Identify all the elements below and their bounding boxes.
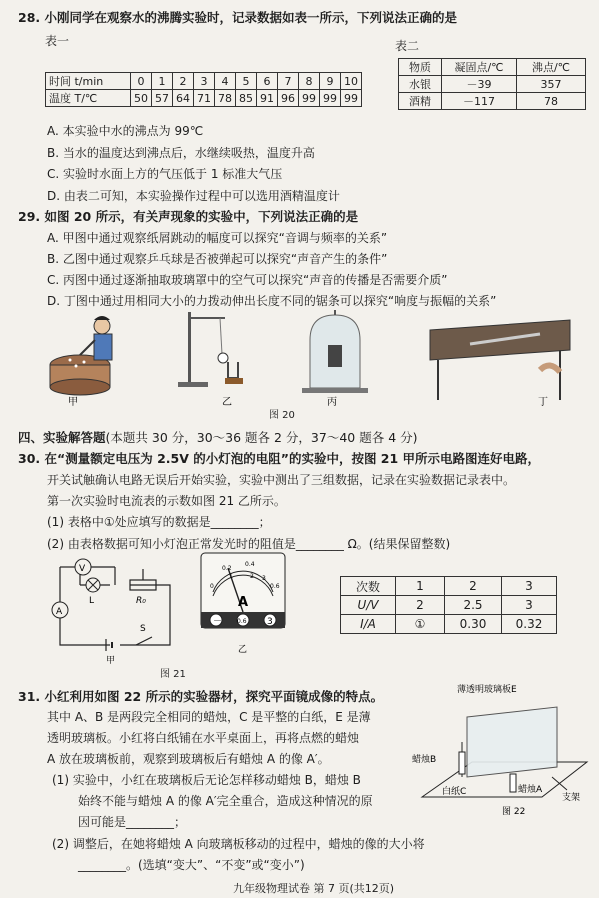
table-cell: 5 — [236, 73, 257, 90]
section-note: (本题共 30 分，30～36 题各 2 分，37～40 题各 4 分) — [105, 430, 418, 445]
table-cell: I/A — [341, 615, 396, 634]
label-yi: 乙 — [222, 397, 232, 408]
table-cell: 64 — [173, 90, 194, 107]
scale-tick-label: 1 — [229, 573, 233, 580]
table-row — [341, 596, 557, 615]
table-row — [341, 615, 557, 634]
table-cell: 99 — [341, 90, 362, 107]
scale-tick-label: 0.4 — [245, 561, 255, 568]
glass-label: 薄透明玻璃板E — [457, 685, 517, 695]
page-footer: 九年级物理试卷 第 7 页(共12页) — [233, 882, 395, 895]
q29-option-b: B. 乙图中通过观察乒乓球是否被弹起可以探究“声音产生的条件” — [47, 252, 388, 266]
figure-20-caption: 图 20 — [269, 410, 295, 421]
table-cell: 3 — [194, 73, 215, 90]
candle-b-label: 蜡烛B — [412, 755, 437, 765]
table-cell: 6 — [257, 73, 278, 90]
q29-option-a: A. 甲图中通过观察纸屑跳动的幅度可以探究“音调与频率的关系” — [47, 231, 388, 245]
table-cell: 91 — [257, 90, 278, 107]
table-cell: 1 — [396, 577, 445, 596]
table-cell: 2.5 — [445, 596, 502, 615]
rheostat-label: R₀ — [136, 596, 146, 606]
table-cell: U/V — [341, 596, 396, 615]
section-4-title — [18, 428, 418, 446]
q28-option-c: C. 实验时水面上方的气压低于 1 标准大气压 — [47, 167, 283, 181]
stand-label: 支架 — [562, 793, 581, 803]
table-cell: 凝固点/℃ — [442, 59, 517, 76]
q30-data-table — [340, 576, 557, 634]
q29-stem: 29. 如图 20 所示，有关声现象的实验中，下列说法正确的是 — [18, 209, 359, 224]
bell-jar-figure — [302, 310, 368, 393]
table-cell: 8 — [299, 73, 320, 90]
table-cell: 次数 — [341, 577, 396, 596]
ammeter-figure — [198, 550, 288, 665]
table2-header — [399, 59, 586, 76]
terminal-3: 3 — [267, 617, 273, 627]
figure-22-caption: 图 22 — [502, 807, 526, 817]
table-cell: 2 — [396, 596, 445, 615]
scale-tick-label: 0.2 — [222, 565, 232, 572]
q31-sub1-line2: 始终不能与蜡烛 A 的像 A′完全重合，造成这种情况的原 — [78, 794, 373, 808]
table-cell: 78 — [517, 93, 586, 110]
q28-option-b: B. 当水的温度达到沸点后，水继续吸热，温度升高 — [47, 146, 315, 160]
table-cell: 1 — [152, 73, 173, 90]
q28-option-a: A. 本实验中水的沸点为 99℃ — [47, 124, 204, 138]
table-cell: 99 — [299, 90, 320, 107]
table1-row-temp — [46, 90, 362, 107]
table-cell: 时间 t/min — [46, 73, 131, 90]
table-cell: 4 — [215, 73, 236, 90]
terminal-0-6: 0.6 — [237, 618, 247, 625]
table-cell: 9 — [320, 73, 341, 90]
ammeter-unit: A — [238, 595, 249, 610]
figure-20 — [40, 310, 580, 410]
q31-line1: 31. 小红利用如图 22 所示的实验器材，探究平面镜成像的特点。 — [18, 689, 384, 704]
table2-title: 表二 — [395, 39, 420, 53]
label-yi-21: 乙 — [238, 645, 248, 655]
label-jia: 甲 — [68, 397, 78, 408]
table-cell: －39 — [442, 76, 517, 93]
voltmeter-symbol: V — [79, 564, 86, 574]
table-cell: 78 — [215, 90, 236, 107]
q31-line4: A 放在玻璃板前，观察到玻璃板后有蜡烛 A 的像 A′。 — [47, 752, 330, 766]
scale-tick-label: 0.6 — [270, 583, 280, 590]
circuit-diagram — [40, 555, 190, 665]
table-cell: 57 — [152, 90, 173, 107]
table-cell: 2 — [445, 577, 502, 596]
scale-tick-label: 0 — [210, 583, 214, 590]
q31-sub2-line1: (2) 调整后，在她将蜡烛 A 向玻璃板移动的过程中，蜡烛的像的大小将 — [52, 837, 425, 851]
table-cell: 3 — [502, 577, 557, 596]
saw-blade-figure — [430, 320, 570, 400]
q31-sub2-line2: ________。(选填“变大”、“不变”或“变小”) — [78, 858, 305, 872]
figure-22 — [412, 682, 592, 822]
table-cell: －117 — [442, 93, 517, 110]
figure-21-caption: 图 21 — [160, 669, 186, 680]
lamp-label: L — [89, 596, 95, 606]
scale-tick-label: 3 — [262, 575, 266, 582]
table-cell: 3 — [502, 596, 557, 615]
table-cell: 0.30 — [445, 615, 502, 634]
table-row — [341, 577, 557, 596]
label-jia-21: 甲 — [106, 656, 116, 665]
scale-tick-label: 2 — [250, 573, 254, 580]
q30-line2: 开关试触确认电路无误后开始实验，实验中测出了三组数据，记录在实验数据记录表中。 — [47, 473, 516, 487]
table-cell: 酒精 — [399, 93, 442, 110]
table-cell: 沸点/℃ — [517, 59, 586, 76]
table-cell: 水银 — [399, 76, 442, 93]
table2-row — [399, 76, 586, 93]
table1-row-time — [46, 73, 362, 90]
candle-a-label: 蜡烛A — [518, 785, 543, 795]
ammeter-symbol: A — [56, 607, 63, 617]
table-cell: ① — [396, 615, 445, 634]
q30-sub1: (1) 表格中①处应填写的数据是________； — [47, 515, 271, 529]
q29-option-d: D. 丁图中通过用相同大小的力拨动伸出长度不同的锯条可以探究“响度与振幅的关系” — [47, 294, 497, 308]
table-cell: 85 — [236, 90, 257, 107]
table-cell: 物质 — [399, 59, 442, 76]
table-cell: 2 — [173, 73, 194, 90]
table-cell: 0 — [131, 73, 152, 90]
q31-line3: 透明玻璃板。小红将白纸铺在水平桌面上，再将点燃的蜡烛 — [47, 731, 360, 745]
table-cell: 50 — [131, 90, 152, 107]
label-ding: 丁 — [538, 397, 548, 408]
q30-sub2: (2) 由表格数据可知小灯泡正常发光时的阻值是________ Ω。(结果保留整数) — [47, 537, 451, 551]
section-title: 四、实验解答题 — [18, 430, 106, 445]
switch-label: S — [140, 624, 146, 634]
q28-stem: 28. 小刚同学在观察水的沸腾实验时，记录数据如表一所示，下列说法正确的是 — [18, 10, 457, 25]
table-cell: 99 — [320, 90, 341, 107]
q29-option-c: C. 丙图中通过逐渐抽取玻璃罩中的空气可以探究“声音的传播是否需要介质” — [47, 273, 448, 287]
tuning-fork-figure — [178, 312, 243, 387]
paper-label: 白纸C — [442, 787, 467, 797]
label-bing: 丙 — [327, 397, 337, 408]
q28-option-d: D. 由表二可知，本实验操作过程中可以选用酒精温度计 — [47, 189, 340, 203]
table1-title: 表一 — [45, 34, 70, 48]
table-cell: 357 — [517, 76, 586, 93]
table-cell: 10 — [341, 73, 362, 90]
table-cell: 7 — [278, 73, 299, 90]
q31-sub1-line1: (1) 实验中，小红在玻璃板后无论怎样移动蜡烛 B，蜡烛 B — [52, 773, 361, 787]
table-cell: 96 — [278, 90, 299, 107]
table-cell: 温度 T/℃ — [46, 90, 131, 107]
q30-line3: 第一次实验时电流表的示数如图 21 乙所示。 — [47, 494, 286, 508]
terminal-negative: － — [213, 617, 223, 627]
table1 — [45, 72, 362, 107]
table-cell: 71 — [194, 90, 215, 107]
q31-line2: 其中 A、B 是两段完全相同的蜡烛，C 是平整的白纸，E 是薄 — [47, 710, 371, 724]
q31-sub1-line3: 因可能是________； — [78, 815, 187, 829]
q30-line1: 30. 在“测量额定电压为 2.5V 的小灯泡的电阻”的实验中，按图 21 甲所示电路图连好电路， — [18, 451, 541, 466]
table2-row — [399, 93, 586, 110]
table2 — [398, 58, 586, 110]
table-cell: 0.32 — [502, 615, 557, 634]
drum-figure — [50, 316, 112, 395]
